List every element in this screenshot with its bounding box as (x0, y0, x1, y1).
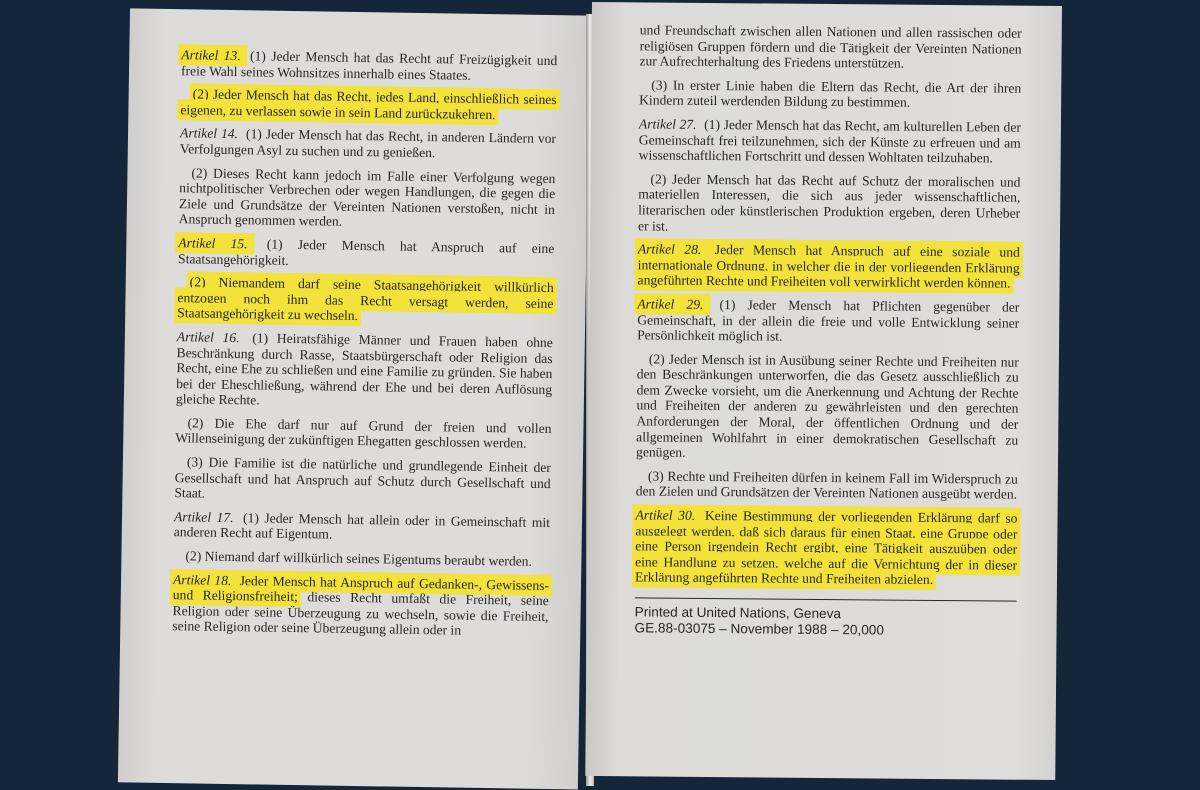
article-14-label: Artikel 14. (179, 125, 239, 142)
article-26-para-3-text: (3) In erster Linie haben die Eltern das Recht, die Art der ihren Kindern zuteil werdenden Bildung zu bestimmen. (639, 77, 1022, 111)
article-16-para-1 (176, 329, 553, 413)
article-29-para-2 (636, 351, 1019, 463)
right-page (585, 2, 1062, 780)
article-30-para (635, 507, 1018, 588)
article-28-label: Artikel 28. (637, 241, 702, 258)
article-26-para-3 (639, 77, 1021, 112)
article-30-text: Keine Bestimmung der vorliegenden Erklärung darf so ausgelegt werden, daß sich daraus für einen Staat, eine Gruppe oder eine Person irgendein Recht ergibt, eine Tätigkeit auszuüben oder eine Handlung zu setzen, welche auf die Vernichtung der in dieser Erklärung angeführten Rechte und Freiheiten abzielen. (634, 507, 1018, 588)
article-27-label: Artikel 27. (638, 116, 697, 132)
article-26-continuation (639, 22, 1021, 72)
article-14-para-2 (179, 165, 556, 233)
article-29-para-3 (636, 468, 1018, 503)
article-13-para-2 (180, 86, 556, 123)
article-29-para-1 (637, 296, 1019, 346)
article-30-label: Artikel 30. (635, 507, 696, 523)
article-29-para-2-text: (2) Jeder Mensch ist in Ausübung seiner Rechte und Freiheiten nur den Beschränkungen unterworfen, die das Gesetz ausschließlich zu dem Zwecke vorsieht, um die Anerkennung und Achtung der Rechte und Freiheiten der anderen zu gewährleisten und den gerechten Anforderungen der Moral, der öffentlichen Ordnung und der allgemeinen Wohlfahrt in einer demokratischen Gesellschaft zu genügen. (636, 351, 1019, 461)
article-17-para-2 (173, 548, 549, 569)
imprint-printer: Printed at United Nations, Geneva (634, 604, 842, 622)
article-15-label: Artikel 15. (178, 235, 248, 252)
article-16-label: Artikel 16. (176, 329, 240, 346)
article-16-text: (1) Heiratsfähige Männer und Frauen haben ohne Beschränkung durch Rasse, Staatsbürgerschaft oder Religion das Recht, eine Ehe zu schließen und eine Familie zu gründen. Sie haben bei der Eheschließung, während der Ehe und bei deren Auflösung gleiche Rechte. (175, 330, 553, 408)
article-17-text: (1) Jeder Mensch hat allein oder in Gemeinschaft mit anderen Recht auf Eigentum. (173, 509, 551, 543)
article-16-para-2-text: (2) Die Ehe darf nur auf Grund der freien und vollen Willenseinigung der zukünftigen Ehegatten geschlossen werden. (175, 415, 552, 452)
article-15-para-2-text: (2) Niemandem darf seine Staatsangehörigkeit willkürlich entzogen noch ihm das Recht versagt werden, seine Staatsangehörigkeit zu wechseln. (177, 274, 554, 324)
imprint-edition: GE.88-03075 – November 1988 – 20,000 (634, 620, 885, 638)
article-15-text: (1) Jeder Mensch hat Anspruch auf eine Staatsangehörigkeit. (177, 236, 555, 268)
article-14-text: (1) Jeder Mensch hat das Recht, in anderen Ländern vor Verfolgungen Asyl zu suchen und zu genießen. (179, 126, 557, 161)
article-16-para-2 (175, 415, 551, 452)
article-14-para-1 (180, 126, 556, 163)
article-29-text: (1) Jeder Mensch hat Pflichten gegenüber der Gemeinschaft, in der allein die freie und volle Entwicklung seiner Persönlichkeit möglich ist. (637, 296, 1020, 344)
article-29-para-3-text: (3) Rechte und Freiheiten dürfen in keinem Fall im Widerspruch zu den Zielen und Grundsätzen der Vereinten Nationen ausgeübt werden. (635, 468, 1018, 503)
article-18-text-rest: dieses Recht umfaßt die Freiheit, seine Religion oder seine Überzeugung zu wechseln, sowie die Freiheit, seine Religion oder seine Überzeugung allein oder in (172, 589, 549, 639)
article-17-para-1 (174, 509, 550, 546)
article-13-para-2-text: (2) Jeder Mensch hat das Recht, jedes Land, einschließlich seines eigenen, zu verlassen sowie in sein Land zurückzukehren. (180, 86, 557, 122)
article-29-label: Artikel 29. (637, 296, 704, 312)
article-18-label: Artikel 18. (172, 571, 232, 588)
article-15-para-2 (177, 274, 554, 327)
article-27-para-2-text: (2) Jeder Mensch hat das Recht auf Schutz der moralischen und materiellen Interessen, die sich aus jeder wissenschaftlichen, literarischen oder künstlerischen Produktion ergeben, deren Urheber er ist. (637, 171, 1021, 234)
print-imprint (634, 597, 1016, 639)
article-27-para-1 (639, 116, 1021, 166)
article-27-text: (1) Jeder Mensch hat das Recht, am kulturellen Leben der Gemeinschaft frei teilzunehmen, sich der Künste zu erfreuen und am wissenschaftlichen Fortschritt und dessen Wohltaten teilzuhaben. (638, 116, 1021, 166)
article-28-para (638, 241, 1020, 291)
article-16-para-3 (174, 454, 551, 507)
article-13-label: Artikel 13. (181, 47, 241, 64)
article-27-para-2 (638, 171, 1021, 237)
article-28-text: Jeder Mensch hat Anspruch auf eine soziale und internationale Ordnung, in welcher die in der vorliegenden Erklärung angeführten Rechte und Freiheiten voll verwirklicht werden können. (637, 242, 1020, 291)
article-17-para-2-text: (2) Niemand darf willkürlich seines Eigentums beraubt werden. (185, 548, 533, 569)
article-13-para-1 (181, 47, 557, 84)
left-page (118, 8, 590, 789)
article-13-text: (1) Jeder Mensch hat das Recht auf Freizügigkeit und freie Wahl seines Wohnsitzes innerhalb eines Staates. (180, 48, 558, 83)
article-14-para-2-text: (2) Dieses Recht kann jedoch im Falle einer Verfolgung wegen nichtpolitischer Verbrechen oder wegen Handlungen, die gegen die Ziele und Grundsätze der Vereinten Nationen verstoßen, nicht in Anspruch genommen werden. (178, 164, 556, 230)
article-16-para-3-text: (3) Die Familie ist die natürliche und grundlegende Einheit der Gesellschaft und hat Anspruch auf Schutz durch Gesellschaft und Staat. (174, 454, 551, 501)
article-26-continuation-text: und Freundschaft zwischen allen Nationen und allen rassischen oder religiösen Gruppen fördern und die Tätigkeit der Vereinten Nationen zur Aufrechterhaltung des Friedens unterstützen. (639, 22, 1022, 71)
article-17-label: Artikel 17. (173, 508, 234, 525)
article-18-para-1 (172, 572, 549, 640)
article-15-para-1 (178, 235, 554, 272)
article-18-text-highlighted: Jeder Mensch hat Anspruch auf Gedanken-, Gewissens- und Religionsfreiheit; (172, 572, 550, 605)
